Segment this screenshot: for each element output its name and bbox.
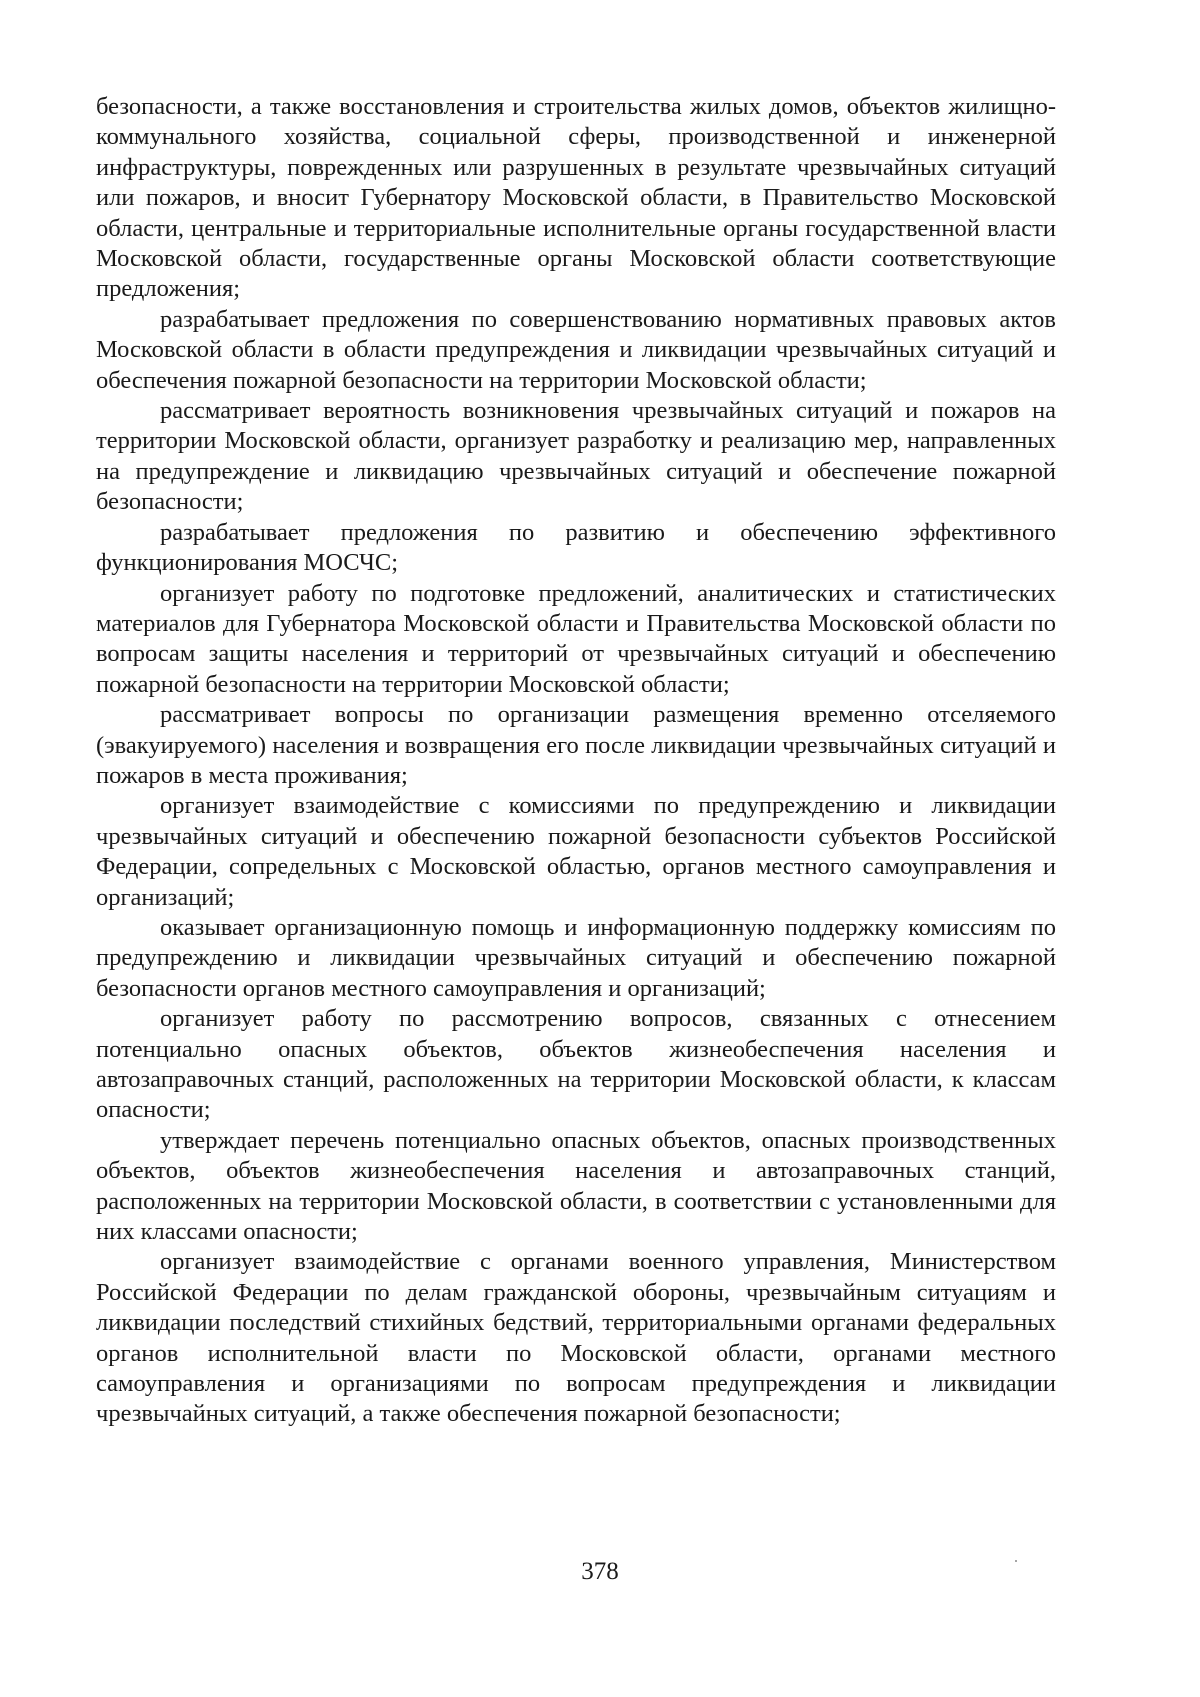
paragraph-3: рассматривает вероятность возникновения чрезвычайных ситуаций и пожаров на территории Московской области, организует разработку и реализацию мер, направленных на предупреждение и ликвидацию чрезвычайных ситуаций и обеспечение пожарной безопасности; <box>96 397 1056 516</box>
paragraph-7: организует взаимодействие с комиссиями по предупреждению и ликвидации чрезвычайных ситуаций и обеспечению пожарной безопасности субъектов Российской Федерации, сопредельных с Московской областью, органов местного самоуправления и организаций; <box>96 792 1056 911</box>
paragraph-8: оказывает организационную помощь и информационную поддержку комиссиям по предупреждению и ликвидации чрезвычайных ситуаций и обеспечению пожарной безопасности органов местного самоуправления и организаций; <box>96 913 1056 1002</box>
paragraph-9: организует работу по рассмотрению вопросов, связанных с отнесением потенциально опасных объектов, объектов жизнеобеспечения населения и автозаправочных станций, расположенных на территории Московской области, к классам опасности; <box>96 1005 1056 1124</box>
paragraph-5: организует работу по подготовке предложений, аналитических и статистических материалов для Губернатора Московской области и Правительства Московской области по вопросам защиты населения и территорий от чрезвычайных ситуаций и обеспечению пожарной безопасности на территории Московской области; <box>96 579 1056 698</box>
paragraph-10: утверждает перечень потенциально опасных объектов, опасных производственных объектов, объектов жизнеобеспечения населения и автозаправочных станций, расположенных на территории Московской области, в соответствии с установленными для них классами опасности; <box>96 1126 1056 1246</box>
paragraph-11: организует взаимодействие с органами военного управления, Министерством Российской Федерации по делам гражданской обороны, чрезвычайным ситуациям и ликвидации последствий стихийных бедствий, территориальными органами федеральных органов исполнительной власти по Московской области, органами местного самоуправления и организациями по вопросам предупреждения и ликвидации чрезвычайных ситуаций, а также обеспечения пожарной безопасности; <box>96 1248 1056 1428</box>
paragraph-2: разрабатывает предложения по совершенствованию нормативных правовых актов Московской области в области предупреждения и ликвидации чрезвычайных ситуаций и обеспечения пожарной безопасности на территории Московской области; <box>96 305 1056 394</box>
paragraph-1: безопасности, а также восстановления и строительства жилых домов, объектов жилищно-коммунального хозяйства, социальной сферы, производственной и инженерной инфраструктуры, поврежденных или разрушенных в результате чрезвычайных ситуаций или пожаров, и вносит Губернатору Московской области, в Правительство Московской области, центральные и территориальные исполнительные органы государственной власти Московской области, государственные органы Московской области соответствующие предложения; <box>96 93 1056 303</box>
paragraph-4: разрабатывает предложения по развитию и обеспечению эффективного функционирования МОСЧС; <box>96 518 1056 577</box>
paragraph-6: рассматривает вопросы по организации размещения временно отселяемого (эвакуируемого) населения и возвращения его после ликвидации чрезвычайных ситуаций и пожаров в места проживания; <box>96 701 1056 789</box>
page-number: 378 <box>581 1558 619 1585</box>
document-body <box>96 92 1056 1430</box>
scan-speck <box>1015 1560 1017 1562</box>
